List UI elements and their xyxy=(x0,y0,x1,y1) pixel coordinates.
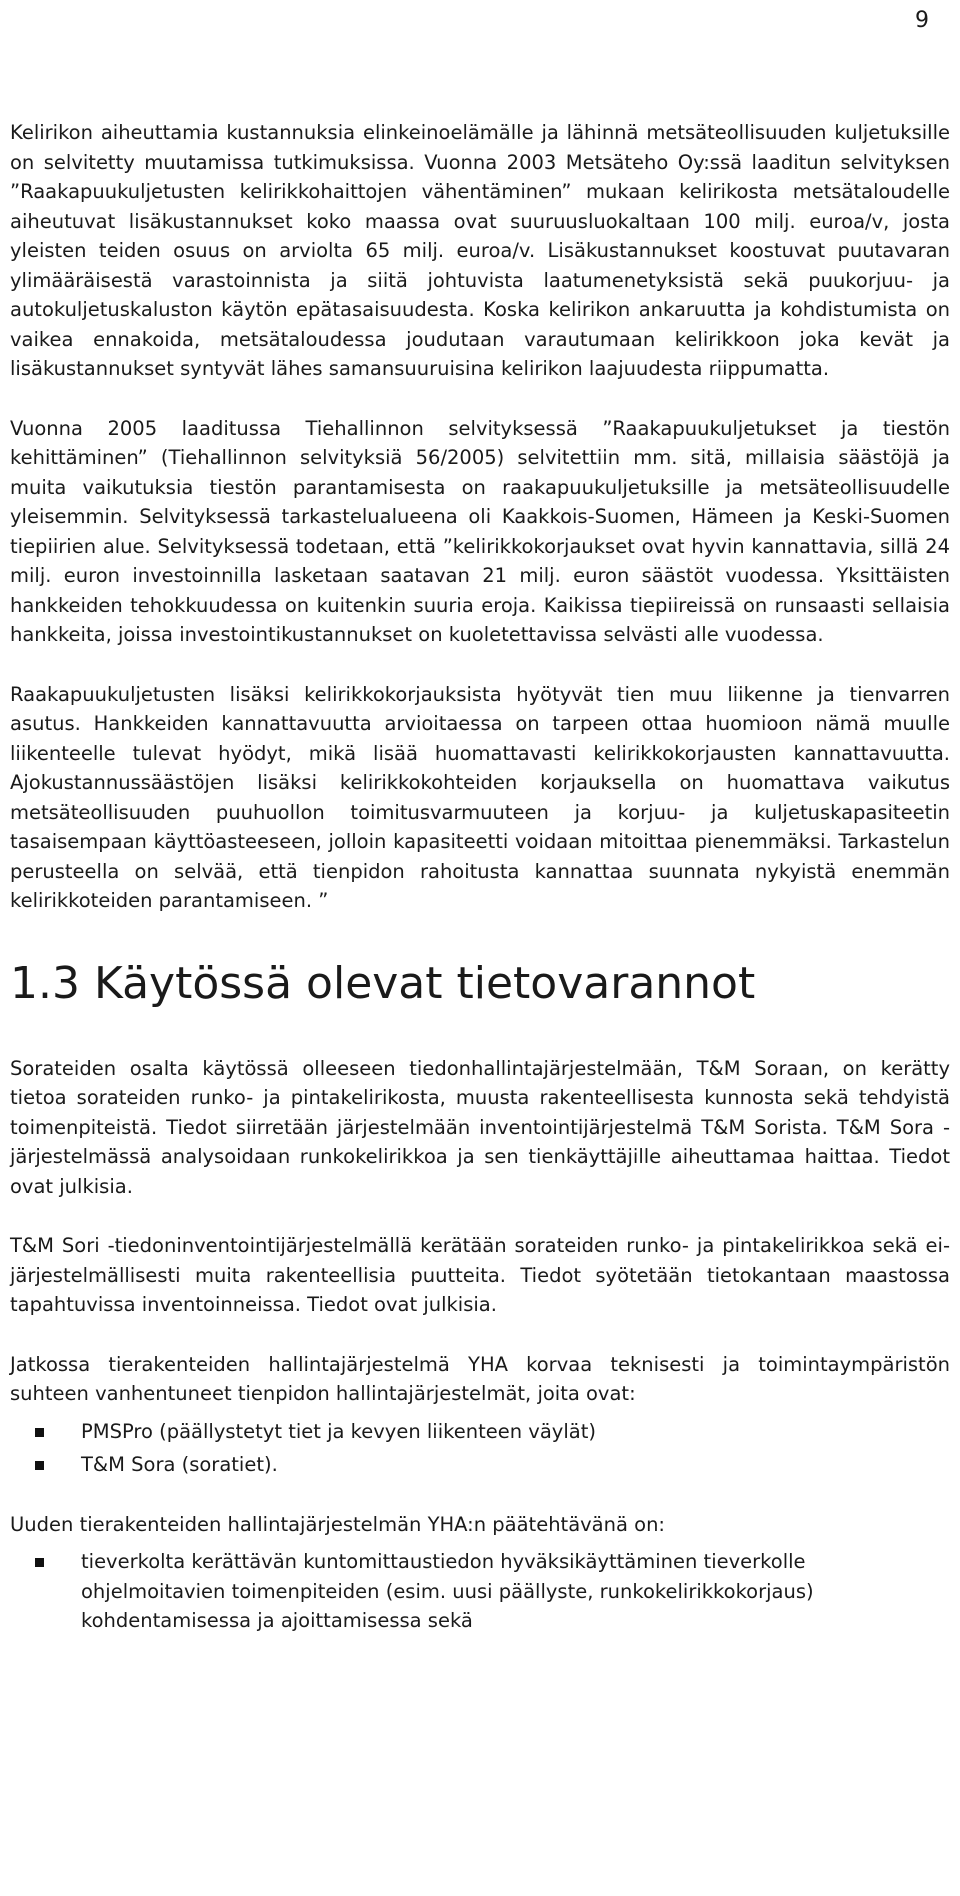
list-item xyxy=(10,1450,950,1480)
section-title: Käytössä olevat tietovarannot xyxy=(94,957,756,1009)
list-item-text: PMSPro (päällystetyt tiet ja kevyen liikenteen väylät) xyxy=(81,1419,596,1443)
paragraph-other-benefits: Raakapuukuljetusten lisäksi kelirikkokorjauksista hyötyvät tien muu liikenne ja tienvarren asutus. Hankkeiden kannattavuutta arvioitaessa on tarpeen ottaa huomioon nämä muulle liikenteelle tulevat hyödyt, mikä lisää huomattavasti kelirikkokorjausten kannattavuutta. Ajokustannussäästöjen lisäksi kelirikkokohteiden korjauksella on huomattava vaikutus metsäteollisuuden puuhuollon toimitusvarmuuteen ja korjuu- ja kuljetuskapasiteetin tasaisempaan käyttöasteeseen, jolloin kapasiteetti voidaan mitoittaa pienemmäksi. Tarkastelun perusteella on selvää, että tienpidon rahoitusta kannattaa suunnata nykyistä enemmän kelirikkoteiden parantamiseen. ” xyxy=(10,682,950,912)
paragraph-tm-sora: Sorateiden osalta käytössä olleeseen tiedonhallintajärjestelmään, T&M Soraan, on kerätty tietoa sorateiden runko- ja pintakelirikosta, muusta rakenteellisesta kunnosta sekä tehdyistä toimenpiteistä. Tiedot siirretään järjestelmään inventointijärjestelmä T&M Sorista. T&M Sora -järjestelmässä analysoidaan runkokelirikkoa ja sen tienkäyttäjille aiheuttamaa haittaa. Tiedot ovat julkisia. xyxy=(10,1056,950,1198)
list-item xyxy=(10,1417,950,1447)
paragraph-yha-replaces: Jatkossa tierakenteiden hallintajärjestelmä YHA korvaa teknisesti ja toimintaympäristön suhteen vanhentuneet tienpidon hallintajärjestelmät, joita ovat: xyxy=(10,1352,950,1405)
bullet-square-icon xyxy=(35,1558,44,1567)
page-number: 9 xyxy=(915,8,929,33)
list-item-text: T&M Sora (soratiet). xyxy=(81,1453,278,1476)
paragraph-tm-sori: T&M Sori -tiedoninventointijärjestelmällä kerätään sorateiden runko- ja pintakelirikkoa sekä ei-järjestelmällisesti muita rakenteellisia puutteita. Tiedot syötetään tietokantaan maastossa tapahtuvissa inventoinneissa. Tiedot ovat julkisia. xyxy=(10,1234,950,1316)
paragraph-tiehallinto-study: Vuonna 2005 laaditussa Tiehallinnon selvityksessä ”Raakapuukuljetukset ja tiestön kehittäminen” (Tiehallinnon selvityksiä 56/2005) selvitettiin mm. sitä, millaisia säästöjä ja muita vaikutuksia tiestön parantamisesta on raakapuukuljetuksille ja metsäteollisuudelle yleisemmin. Selvityksessä tarkastelualueena oli Kaakkois-Suomen, Hämeen ja Keski-Suomen tiepiirien alue. Selvityksessä todetaan, että ”kelirikkokorjaukset ovat hyvin kannattavia, sillä 24 milj. euron investoinnilla lasketaan saatavan 21 milj. euron säästöt vuodessa. Yksittäisten hankkeiden tehokkuudessa on kuitenkin suuria eroja. Kaikissa tiepiireissä on runsaasti sellaisia hankkeita, joissa investointikustannukset on kuoletettavissa selvästi alle vuodessa. xyxy=(10,416,950,646)
section-heading xyxy=(10,954,950,1014)
bullet-square-icon xyxy=(35,1428,44,1437)
list-item-text: tieverkolta kerättävän kuntomittaustiedon hyväksikäyttäminen tieverkolle ohjelmoitavien toimenpiteiden (esim. uusi päällyste, runkokelirikkokorjaus) kohdentamisessa ja ajoittamisessa sekä xyxy=(81,1550,814,1632)
systems-list xyxy=(10,1417,950,1480)
bullet-square-icon xyxy=(35,1461,44,1470)
document-body xyxy=(10,118,950,1640)
section-number: 1.3 xyxy=(10,957,80,1009)
paragraph-yha-tasks: Uuden tierakenteiden hallintajärjestelmän YHA:n päätehtävänä on: xyxy=(10,1512,666,1536)
paragraph-kelirikko-costs: Kelirikon aiheuttamia kustannuksia elinkeinoelämälle ja lähinnä metsäteollisuuden kuljetuksille on selvitetty muutamissa tutkimuksissa. Vuonna 2003 Metsäteho Oy:ssä laaditun selvityksen ”Raakapuukuljetusten kelirikkohaittojen vähentäminen” mukaan kelirikosta metsätaloudelle aiheutuvat lisäkustannukset koko maassa ovat suuruusluokaltaan 100 milj. euroa/v, josta yleisten teiden osuus on arviolta 65 milj. euroa/v. Lisäkustannukset koostuvat puutavaran ylimääräisestä varastoinnista ja siitä johtuvista laatumenetyksistä sekä puukorjuu- ja autokuljetuskaluston käytön epätasaisuudesta. Koska kelirikon ankaruutta ja kohdistumista on vaikea ennakoida, metsätaloudessa joudutaan varautumaan kelirikkoon joka kevät ja lisäkustannukset syntyvät lähes samansuuruisina kelirikon laajuudesta riippumatta. xyxy=(10,121,950,380)
tasks-list xyxy=(10,1547,950,1636)
list-item xyxy=(10,1547,950,1636)
